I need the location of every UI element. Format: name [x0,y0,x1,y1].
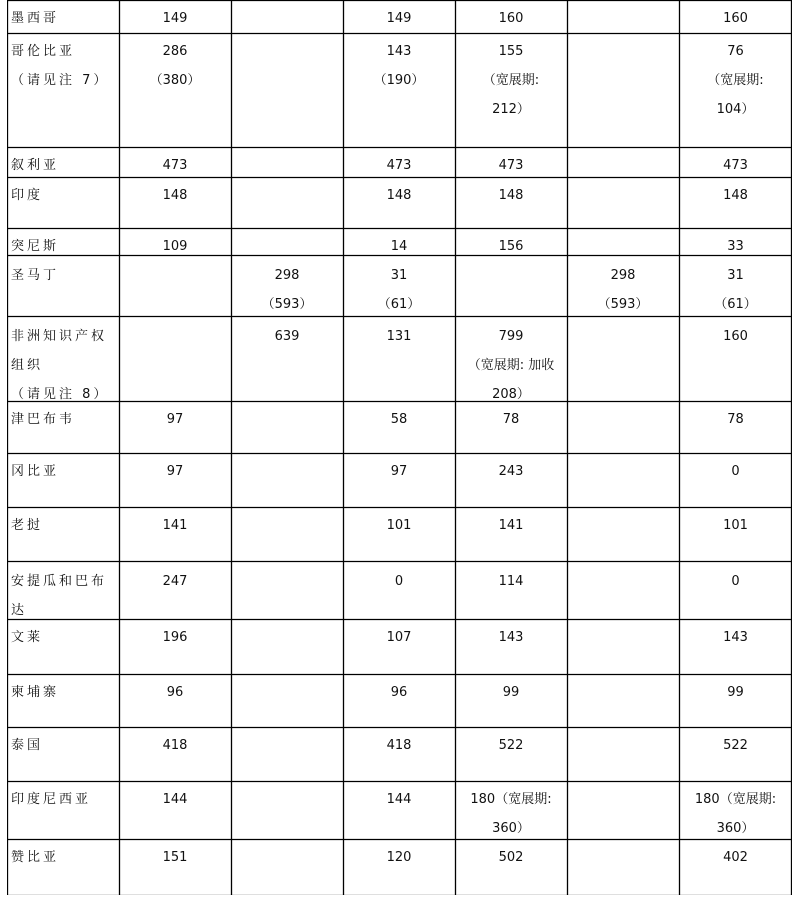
table-row [7,316,792,401]
region-name-cell [7,507,119,561]
cell-text-line: 180（宽展期: [694,792,777,807]
cell-text-line: 0 [394,574,404,589]
fee-cell [231,674,343,727]
cell-text-line: 96 [390,685,408,700]
fee-cell [455,619,567,674]
cell-text-line: 160 [498,11,524,26]
cell-text-line: 141 [498,518,524,533]
cell-text-line: 212） [492,102,530,117]
fee-cell [679,727,792,781]
fee-cell [455,255,567,316]
cell-text-line: 31 [727,268,744,283]
fee-cell [567,727,679,781]
cell-text-line: 津巴布韦 [11,412,76,427]
region-name-cell [7,316,119,401]
fee-cell [679,255,792,316]
fee-cell [567,33,679,147]
cell-text-line: 97 [166,464,184,479]
fee-cell [343,316,455,401]
fee-cell [231,255,343,316]
fee-cell [455,727,567,781]
fee-cell [343,255,455,316]
fee-cell [679,177,792,228]
cell-text-line: 墨西哥 [11,11,60,26]
table-row [7,781,792,839]
fee-cell [343,674,455,727]
cell-text-line: 155 [498,44,524,59]
cell-text-line: 360） [492,821,530,836]
cell-text-line: 148 [723,188,748,203]
cell-text-line: 208） [492,387,530,402]
fee-cell [679,453,792,507]
cell-text-line: 473 [386,158,412,173]
cell-text-line: 799 [498,329,524,344]
fee-cell [231,316,343,401]
cell-text-line: 冈比亚 [11,464,60,479]
table-row [7,839,792,895]
fee-cell [231,561,343,619]
fee-cell [455,177,567,228]
fee-cell [119,177,231,228]
cell-text-line: 160 [723,11,748,26]
table-row [7,453,792,507]
cell-text-line: 老挝 [11,518,44,533]
cell-text-line: 522 [498,738,524,753]
cell-text-line: 131 [386,329,412,344]
fee-cell [455,453,567,507]
cell-text-line: 522 [723,738,748,753]
region-name-cell [7,0,119,33]
fee-cell [679,674,792,727]
cell-text-line: 97 [390,464,408,479]
cell-text-line: 圣马丁 [11,268,60,283]
fee-cell [679,316,792,401]
fee-cell [343,147,455,177]
fee-cell [231,401,343,453]
cell-text-line: 文莱 [11,630,44,645]
cell-text-line: 298 [274,268,300,283]
region-name-cell [7,561,119,619]
fee-cell [679,781,792,839]
cell-text-line: 149 [162,11,188,26]
table-row [7,619,792,674]
fee-cell [119,727,231,781]
cell-text-line: 组织 [11,358,44,373]
cell-text-line: 402 [723,850,748,865]
cell-text-line: 473 [498,158,524,173]
fee-cell [119,619,231,674]
fee-cell [455,674,567,727]
cell-text-line: 473 [162,158,188,173]
cell-text-line: （190） [373,73,425,88]
fee-cell [119,0,231,33]
fee-cell [119,453,231,507]
cell-text-line: 143 [498,630,524,645]
fee-cell [567,147,679,177]
cell-text-line: 120 [386,850,412,865]
cell-text-line: 97 [166,412,184,427]
fee-cell [343,507,455,561]
region-name-cell [7,228,119,255]
cell-text-line: （宽展期: [707,73,764,88]
fee-cell [455,0,567,33]
cell-text-line: 109 [162,239,188,254]
fee-cell [231,453,343,507]
table-row [7,674,792,727]
cell-text-line: 哥伦比亚 [11,44,76,59]
cell-text-line: 101 [723,518,748,533]
fee-cell [567,228,679,255]
table-row [7,33,792,147]
fee-cell [567,401,679,453]
fee-cell [231,228,343,255]
cell-text-line: 印度 [11,188,44,203]
cell-text-line: 33 [727,239,744,254]
cell-text-line: 473 [723,158,748,173]
region-name-cell [7,781,119,839]
cell-text-line: 148 [498,188,524,203]
cell-text-line: （宽展期: [482,73,540,88]
fee-cell [679,561,792,619]
cell-text-line: 143 [723,630,748,645]
table-row [7,255,792,316]
table-row [7,561,792,619]
region-name-cell [7,839,119,895]
fee-cell [455,401,567,453]
fee-cell [455,839,567,895]
cell-text-line: 泰国 [11,738,44,753]
cell-text-line: 14 [390,239,408,254]
fee-cell [567,561,679,619]
cell-text-line: 114 [498,574,524,589]
cell-text-line: 101 [386,518,412,533]
fee-cell [231,33,343,147]
cell-text-line: 180（宽展期: [470,792,552,807]
cell-text-line: 0 [731,574,740,589]
fee-cell [455,147,567,177]
cell-text-line: （380） [149,73,201,88]
fee-cell [567,177,679,228]
cell-text-line: 104） [716,102,755,117]
fee-cell [567,839,679,895]
fee-cell [343,453,455,507]
cell-text-line: 144 [162,792,188,807]
region-name-cell [7,674,119,727]
fee-cell [231,147,343,177]
cell-text-line: （宽展期: 加收 [467,358,555,373]
cell-text-line: 149 [386,11,412,26]
table-row [7,507,792,561]
cell-text-line: 148 [386,188,412,203]
cell-text-line: 96 [166,685,184,700]
cell-text-line: 286 [162,44,188,59]
cell-text-line: 418 [162,738,188,753]
fee-cell [567,781,679,839]
fee-cell [119,147,231,177]
region-name-cell [7,255,119,316]
cell-text-line: 赞比亚 [11,850,60,865]
fee-cell [343,177,455,228]
cell-text-line: 非洲知识产权 [11,329,108,344]
fee-cell [455,561,567,619]
fee-cell [567,453,679,507]
cell-text-line: 柬埔寨 [11,685,60,700]
region-name-cell [7,177,119,228]
fee-cell [679,619,792,674]
cell-text-line: 达 [11,603,28,618]
fee-cell [567,619,679,674]
fee-cell [455,33,567,147]
fee-cell [455,316,567,401]
cell-text-line: 144 [386,792,412,807]
table-row [7,177,792,228]
cell-text-line: 160 [723,329,748,344]
region-name-cell [7,33,119,147]
table-row [7,401,792,453]
cell-text-line: 31 [390,268,408,283]
cell-text-line: 58 [390,412,408,427]
cell-text-line: 196 [162,630,188,645]
cell-text-line: 安提瓜和巴布 [11,574,108,589]
fee-cell [119,228,231,255]
region-name-cell [7,619,119,674]
fee-cell [119,561,231,619]
fee-cell [119,781,231,839]
cell-text-line: 247 [162,574,188,589]
region-name-cell [7,401,119,453]
cell-text-line: （请见注 8） [11,387,110,402]
cell-text-line: （61） [377,297,421,312]
cell-text-line: 76 [727,44,744,59]
fee-cell [119,316,231,401]
cell-text-line: （593） [597,297,649,312]
fee-cell [231,727,343,781]
fee-cell [343,228,455,255]
fee-cell [343,781,455,839]
fee-cell [231,781,343,839]
fee-cell [567,316,679,401]
fee-cell [231,619,343,674]
table-row [7,727,792,781]
fee-cell [231,0,343,33]
table-row [7,228,792,255]
fee-cell [567,507,679,561]
fee-cell [343,0,455,33]
fee-cell [119,839,231,895]
fee-cell [231,507,343,561]
fee-cell [231,177,343,228]
cell-text-line: 151 [162,850,188,865]
fee-cell [119,401,231,453]
fee-cell [455,507,567,561]
fee-cell [343,727,455,781]
cell-text-line: （请见注 7） [11,73,110,88]
cell-text-line: 突尼斯 [11,239,60,254]
cell-text-line: 叙利亚 [11,158,60,173]
fee-cell [119,674,231,727]
fee-cell [231,839,343,895]
cell-text-line: 156 [498,239,524,254]
fee-cell [119,507,231,561]
cell-text-line: 99 [502,685,520,700]
cell-text-line: 0 [731,464,740,479]
fee-cell [679,839,792,895]
fee-cell [343,619,455,674]
cell-text-line: 148 [162,188,188,203]
cell-text-line: 141 [162,518,188,533]
cell-text-line: 印度尼西亚 [11,792,92,807]
cell-text-line: 360） [716,821,755,836]
cell-text-line: （61） [714,297,757,312]
fee-cell [679,507,792,561]
fee-cell [343,33,455,147]
fee-cell [567,674,679,727]
fee-cell [343,839,455,895]
region-name-cell [7,453,119,507]
cell-text-line: 639 [274,329,300,344]
cell-text-line: 143 [386,44,412,59]
table-row [7,0,792,33]
fee-cell [679,401,792,453]
cell-text-line: 418 [386,738,412,753]
cell-text-line: 78 [502,412,520,427]
fee-cell [119,33,231,147]
fee-cell [567,0,679,33]
cell-text-line: 107 [386,630,412,645]
cell-text-line: 298 [610,268,636,283]
fee-cell [119,255,231,316]
fee-cell [679,0,792,33]
fee-cell [567,255,679,316]
fee-cell [679,228,792,255]
region-name-cell [7,727,119,781]
fee-cell [455,781,567,839]
region-name-cell [7,147,119,177]
fee-cell [343,561,455,619]
cell-text-line: （593） [261,297,313,312]
cell-text-line: 243 [498,464,524,479]
cell-text-line: 99 [727,685,744,700]
cell-text-line: 502 [498,850,524,865]
fee-cell [343,401,455,453]
fee-cell [679,147,792,177]
table-row [7,147,792,177]
fee-cell [455,228,567,255]
fee-cell [679,33,792,147]
cell-text-line: 78 [727,412,744,427]
